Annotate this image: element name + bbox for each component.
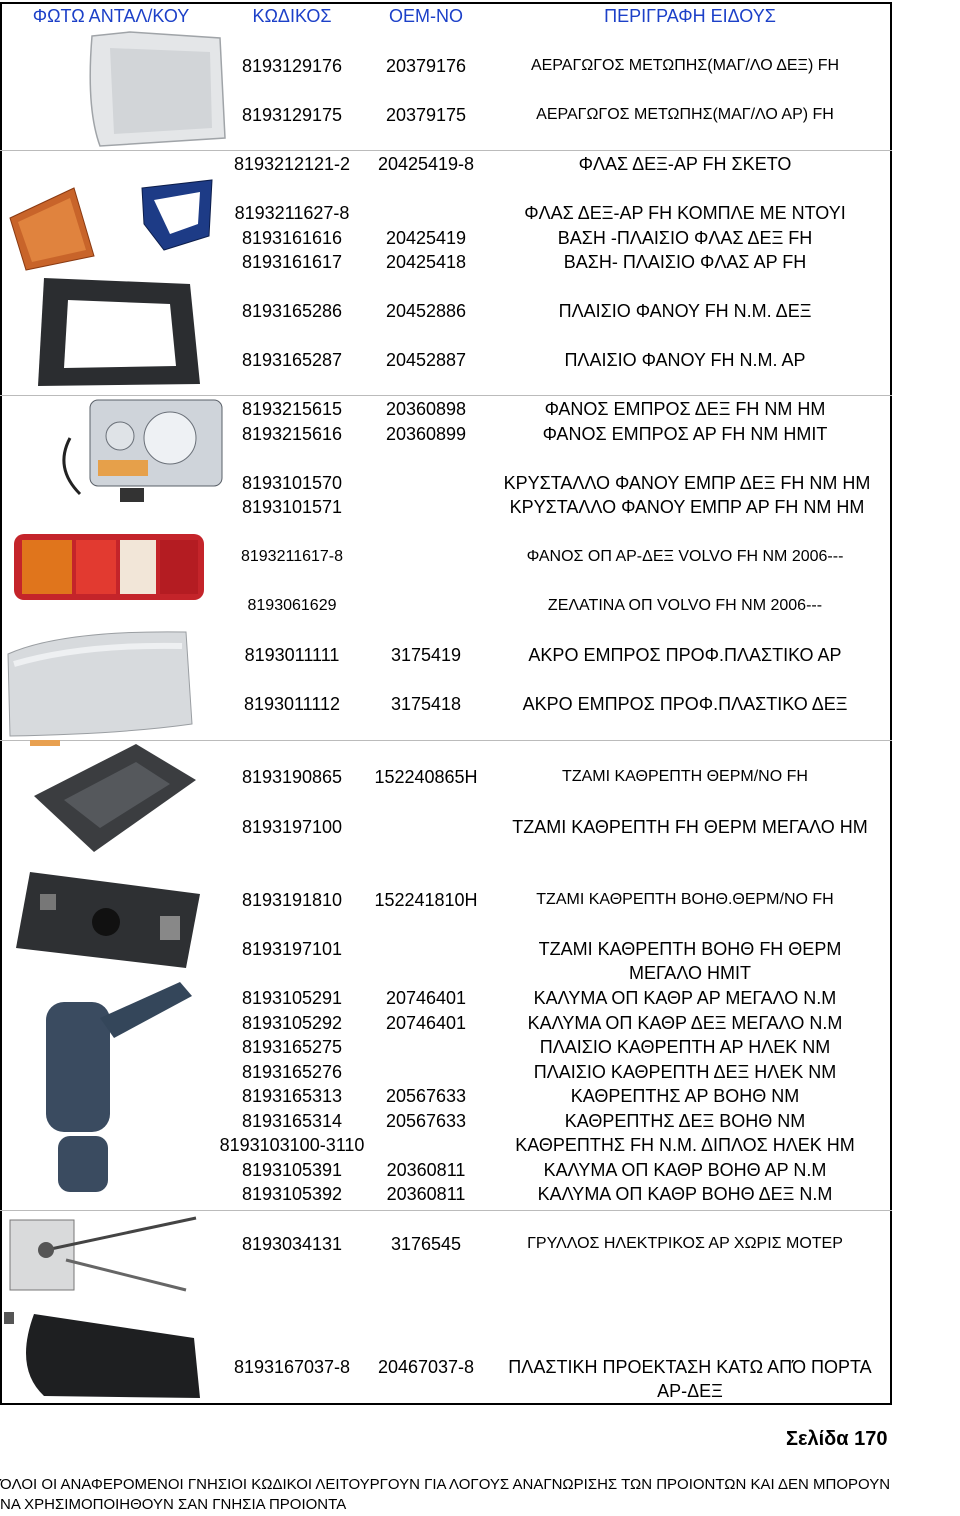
row-code: 8193211627-8 [234, 203, 350, 223]
row-divider [0, 150, 892, 151]
row-oem: 20379176 [385, 56, 467, 76]
row-oem: 20360811 [386, 1184, 466, 1204]
row-code: 8193034131 [241, 1234, 343, 1254]
row-desc: ΚΑΘΡΕΠΤΗΣ FH Ν.Μ. ΔΙΠΛΟΣ ΗΛΕΚ ΗΜ [515, 1135, 855, 1155]
row-code: 8193197101 [241, 939, 343, 959]
row-desc: ΦΑΝΟΣ ΟΠ ΑΡ-ΔΕΞ VOLVO FH NM 2006--- [526, 548, 844, 565]
row-oem: 152240865H [374, 767, 478, 787]
row-code: 8193011112 [243, 694, 341, 714]
row-desc: ΚΡΥΣΤΑΛΛΟ ΦΑΝΟΥ ΕΜΠΡ ΔΕΞ FH NM HM [503, 473, 871, 493]
row-oem: 20360811 [386, 1160, 466, 1180]
headlamp-image [50, 398, 225, 506]
door-extension-image [4, 1308, 204, 1402]
row-desc: ΑΕΡΑΓΩΓΟΣ ΜΕΤΩΠΗΣ(ΜΑΓ/ΛΟ ΑΡ) FH [536, 106, 834, 123]
row-code: 8193165313 [241, 1086, 343, 1106]
row-code: 8193061629 [247, 597, 337, 614]
mirror-image [30, 972, 210, 1200]
row-desc: ΠΛΑΙΣΙΟ ΦΑΝΟΥ FH Ν.Μ. ΔΕΞ [558, 301, 812, 321]
footer-disclaimer-line1: ΌΛΟΙ ΟΙ ΑΝΑΦΕΡΟΜΕΝΟΙ ΓΝΗΣΙΟΙ ΚΩΔΙΚΟΙ ΛΕΙΤΟΥΡΓΟΥΝ ΓΙΑ ΛΟΓΟΥΣ ΑΝΑΓΝΩΡΙΣΗΣ ΤΩΝ ΠΡΟΙΟΝΤΩΝ ΚΑΙ ΔΕΝ ΜΠΟΡΟΥΝ [0, 1476, 891, 1493]
row-oem: 20452886 [385, 301, 467, 321]
row-oem: 20567633 [385, 1111, 467, 1131]
row-code: 8193165287 [241, 350, 343, 370]
row-oem: 20467037-8 [377, 1357, 475, 1377]
row-oem: 3176545 [390, 1234, 462, 1254]
row-desc: ΤΖΑΜΙ ΚΑΘΡΕΠΤΗ ΒΟΗΘ.ΘΕΡΜ/ΝΟ FH [536, 891, 834, 908]
row-desc: ΠΛΑΣΤΙΚΗ ΠΡΟΕΚΤΑΣΗ ΚΑΤΩ ΑΠΌ ΠΟΡΤΑ ΑΡ-ΔΕΞ [508, 1357, 872, 1401]
row-desc: ΚΑΛΥΜΑ ΟΠ ΚΑΘΡ ΑΡ ΜΕΓΑΛΟ Ν.Μ [533, 988, 837, 1008]
row-desc: ΒΑΣΗ- ΠΛΑΙΣΙΟ ΦΛΑΣ ΑΡ FH [563, 252, 807, 272]
row-oem: 20360899 [385, 424, 467, 444]
window-regulator-image [6, 1210, 206, 1306]
row-code: 8193211617-8 [240, 548, 344, 565]
row-desc: ΚΑΘΡΕΠΤΗΣ ΔΕΞ ΒΟΗΘ ΝΜ [564, 1111, 806, 1131]
header-desc: ΠΕΡΙΓΡΑΦΗ ΕΙΔΟΥΣ [604, 6, 776, 26]
row-desc: ΑΚΡΟ ΕΜΠΡΟΣ ΠΡΟΦ.ΠΛΑΣΤΙΚΟ ΔΕΞ [522, 694, 848, 714]
row-desc: ΠΛΑΙΣΙΟ ΚΑΘΡΕΠΤΗ ΔΕΞ ΗΛΕΚ ΝΜ [533, 1062, 837, 1082]
row-desc: ΤΖΑΜΙ ΚΑΘΡΕΠΤΗ ΒΟΗΘ FH ΘΕΡΜ ΜΕΓΑΛΟ ΗΜΙΤ [538, 939, 842, 983]
row-code: 8193161617 [241, 252, 343, 272]
row-code: 8193167037-8 [233, 1357, 351, 1377]
table-bottom-border [0, 1403, 892, 1405]
row-desc: ΚΑΛΥΜΑ ΟΠ ΚΑΘΡ ΒΟΗΘ ΑΡ Ν.Μ [543, 1160, 827, 1180]
rear-lamp-image [12, 528, 208, 608]
row-desc: ΓΡΥΛΛΟΣ ΗΛΕΚΤΡΙΚΟΣ ΑΡ ΧΩΡΙΣ ΜΟΤΕΡ [527, 1235, 843, 1252]
row-oem: 20567633 [385, 1086, 467, 1106]
air-duct-image [70, 28, 230, 148]
row-desc: ΚΡΥΣΤΑΛΛΟ ΦΑΝΟΥ ΕΜΠΡ ΑΡ FH NM HM [509, 497, 865, 517]
row-code: 8193165276 [241, 1062, 343, 1082]
headlamp-frame-image [30, 274, 210, 390]
header-oem: ΟΕΜ-ΝΟ [389, 6, 463, 26]
row-code: 8193165286 [241, 301, 343, 321]
page-number: Σελίδα 170 [786, 1428, 888, 1450]
row-desc: ΦΛΑΣ ΔΕΞ-ΑΡ FH ΣΚΕΤΟ [578, 154, 792, 174]
row-code: 8193212121-2 [233, 154, 351, 174]
row-oem: 3175418 [390, 694, 462, 714]
row-oem: 20746401 [385, 988, 467, 1008]
row-desc: ΠΛΑΙΣΙΟ ΚΑΘΡΕΠΤΗ ΑΡ ΗΛΕΚ ΝΜ [539, 1037, 831, 1057]
row-code: 8193105391 [241, 1160, 343, 1180]
row-oem: 20425419-8 [377, 154, 475, 174]
row-code: 8193191810 [241, 890, 343, 910]
row-code: 8193165314 [241, 1111, 343, 1131]
row-desc: ΑΕΡΑΓΩΓΟΣ ΜΕΤΩΠΗΣ(ΜΑΓ/ΛΟ ΔΕΞ) FH [530, 57, 840, 74]
row-code: 8193129175 [241, 105, 343, 125]
row-desc: ΚΑΛΥΜΑ ΟΠ ΚΑΘΡ ΔΕΞ ΜΕΓΑΛΟ Ν.Μ [527, 1013, 843, 1033]
row-desc: ΚΑΛΥΜΑ ΟΠ ΚΑΘΡ ΒΟΗΘ ΔΕΞ Ν.Μ [537, 1184, 833, 1204]
indicator-lamp-image [4, 178, 219, 278]
row-desc: ΖΕΛΑΤΙΝΑ ΟΠ VOLVO FH NM 2006--- [547, 597, 823, 614]
row-code: 8193105292 [241, 1013, 343, 1033]
row-code: 8193215616 [241, 424, 343, 444]
row-code: 8193011111 [244, 645, 340, 665]
row-oem: 20452887 [385, 350, 467, 370]
row-code: 8193129176 [241, 56, 343, 76]
front-corner-panel-image [2, 624, 198, 740]
header-code: ΚΩΔΙΚΟΣ [252, 6, 332, 26]
row-desc: ΚΑΘΡΕΠΤΗΣ ΑΡ ΒΟΗΘ ΝΜ [570, 1086, 800, 1106]
row-code: 8193101571 [241, 497, 343, 517]
row-desc: ΤΖΑΜΙ ΚΑΘΡΕΠΤΗ ΘΕΡΜ/ΝΟ FH [562, 768, 808, 785]
row-code: 8193101570 [241, 473, 343, 493]
row-desc: ΠΛΑΙΣΙΟ ΦΑΝΟΥ FH Ν.Μ. ΑΡ [564, 350, 806, 370]
row-desc: ΒΑΣΗ -ΠΛΑΙΣΙΟ ΦΛΑΣ ΔΕΞ FH [557, 228, 813, 248]
row-code: 8193215615 [241, 399, 343, 419]
row-desc: ΦΑΝΟΣ ΕΜΠΡΟΣ ΔΕΞ FH NM HM [544, 399, 826, 419]
row-divider [0, 395, 892, 396]
row-code: 8193161616 [241, 228, 343, 248]
row-desc: ΦΛΑΣ ΔΕΞ-ΑΡ FH ΚΟΜΠΛΕ ΜΕ ΝΤΟΥΙ [524, 203, 846, 223]
row-desc: ΦΑΝΟΣ ΕΜΠΡΟΣ ΑΡ FH NM HMIT [542, 424, 828, 444]
row-oem: 20425419 [385, 228, 467, 248]
row-code: 8193103100-3110 [219, 1135, 365, 1155]
mirror-glass-image [24, 740, 204, 860]
row-code: 8193165275 [241, 1037, 343, 1057]
row-desc: ΤΖΑΜΙ ΚΑΘΡΕΠΤΗ FH ΘΕΡΜ ΜΕΓΑΛΟ ΗΜ [512, 817, 868, 837]
switch-panel-image [10, 864, 210, 974]
row-code: 8193105291 [241, 988, 343, 1008]
row-code: 8193197100 [241, 817, 343, 837]
row-oem: 20746401 [385, 1013, 467, 1033]
row-oem: 152241810H [374, 890, 478, 910]
header-photo: ΦΩΤΩ ΑΝΤΑΛ/ΚΟΥ [32, 6, 190, 26]
row-code: 8193190865 [241, 767, 343, 787]
row-oem: 20360898 [385, 399, 467, 419]
footer-disclaimer-line2: ΝΑ ΧΡΗΣΙΜΟΠΟΙΗΘΟΥΝ ΣΑΝ ΓΝΗΣΙΑ ΠΡΟΙΟΝΤΑ [0, 1496, 347, 1513]
row-desc: ΑΚΡΟ ΕΜΠΡΟΣ ΠΡΟΦ.ΠΛΑΣΤΙΚΟ ΑΡ [528, 645, 842, 665]
row-code: 8193105392 [241, 1184, 343, 1204]
row-oem: 20379175 [385, 105, 467, 125]
row-oem: 3175419 [390, 645, 462, 665]
table-right-border [890, 2, 892, 1405]
row-oem: 20425418 [385, 252, 467, 272]
